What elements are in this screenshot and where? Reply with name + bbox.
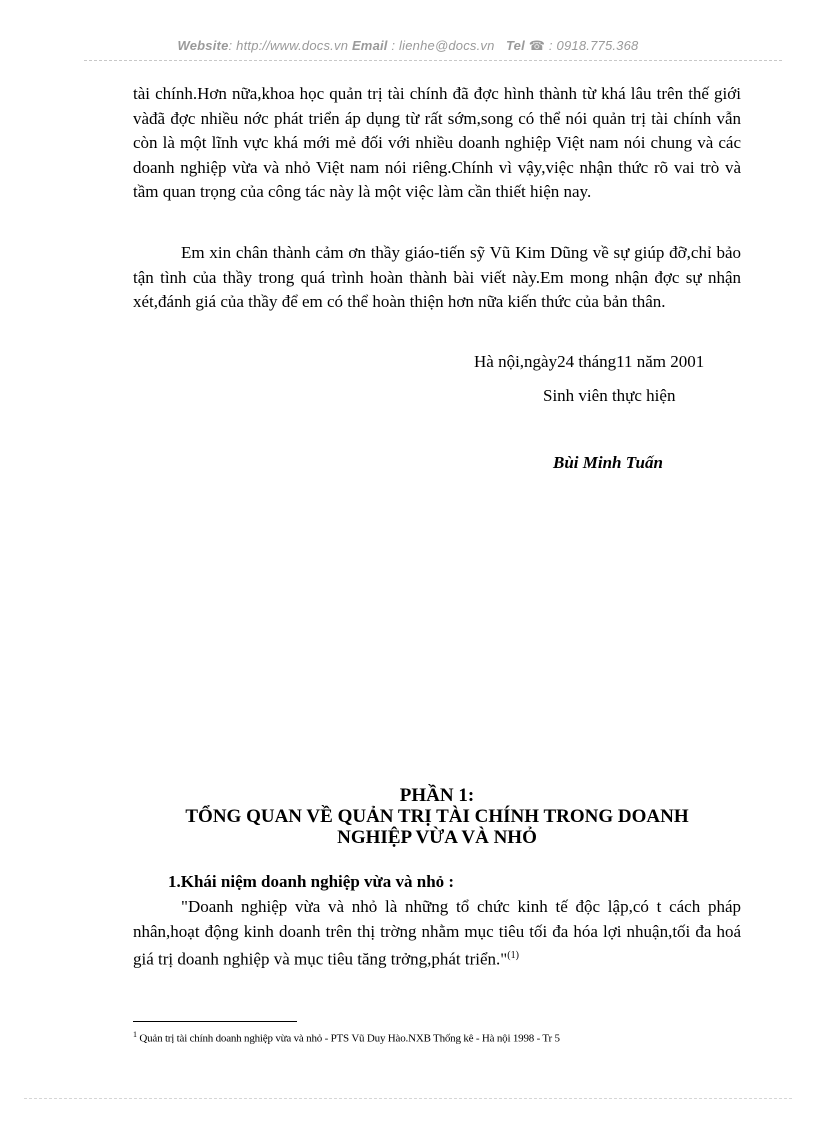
email-value: : lienhe@docs.vn [387,38,495,53]
part-title [133,785,741,848]
footnote-text: Quản trị tài chính doanh nghiệp vừa và nhỏ - PTS Vũ Duy Hào.NXB Thống kê - Hà nội 1998 - Tr 5 [136,1032,560,1045]
part-number: PHẦN 1: [399,785,475,806]
signature-role: Sinh viên thực hiện [543,386,676,405]
website-label: Website [177,38,229,53]
header-divider [84,60,782,61]
footnote [133,1030,560,1045]
footnote-marker: 1 [133,1030,137,1039]
page-bottom-divider [24,1098,792,1099]
body-paragraph-2: Em xin chân thành cảm ơn thầy giáo-tiến sỹ Vũ Kim Dũng về sự giúp đỡ,chỉ bảo tận tình của thầy trong quá trình hoàn thành bài viết này.Em mong nhận đợc sự nhận xét,đánh giá của thầy để em có thể hoàn thiện hơn nữa kiến thức của bản thân. [133,243,741,311]
tel-value: ☎ : 0918.775.368 [528,38,639,53]
definition-quote [133,895,741,972]
signature-name: Bùi Minh Tuấn [553,453,663,472]
section-heading: 1.Khái niệm doanh nghiệp vừa và nhỏ : [168,872,455,891]
footnote-reference: (1) [507,950,519,961]
tel-label: Tel [506,38,525,53]
part-title-line-2: NGHIỆP VỪA VÀ NHỎ [337,827,537,848]
part-title-line-1: TỔNG QUAN VỀ QUẢN TRỊ TÀI CHÍNH TRONG DOANH [185,806,689,827]
body-paragraph-1: tài chính.Hơn nữa,khoa học quản trị tài chính đã đợc hình thành từ khá lâu trên thế giới vàđã đợc nhiều nớc phát triển áp dụng từ rất sớm,song có thể nói quản trị tài chính vẫn còn là một lĩnh vực khá mới mẻ đối với nhiều doanh nghiệp Việt nam nói chung và các doanh nghiệp vừa và nhỏ Việt nam nói riêng.Chính vì vậy,việc nhận thức rõ vai trò và tầm quan trọng của công tác này là một việc làm cần thiết hiện nay. [133,84,741,201]
signature-date: Hà nội,ngày24 tháng11 năm 2001 [474,352,705,371]
website-value: : http://www.docs.vn [228,38,349,53]
definition-quote-text: "Doanh nghiệp vừa và nhỏ là những tổ chức kinh tế độc lập,có t cách pháp nhân,hoạt động kinh doanh trên thị trờng nhằm mục tiêu tối đa hóa lợi nhuận,tối đa hoá giá trị doanh nghiệp và mục tiêu tăng trởng,phát triển." [133,897,741,969]
footnote-divider [133,1021,297,1022]
email-label: Email [351,38,388,53]
page-header [0,38,816,54]
